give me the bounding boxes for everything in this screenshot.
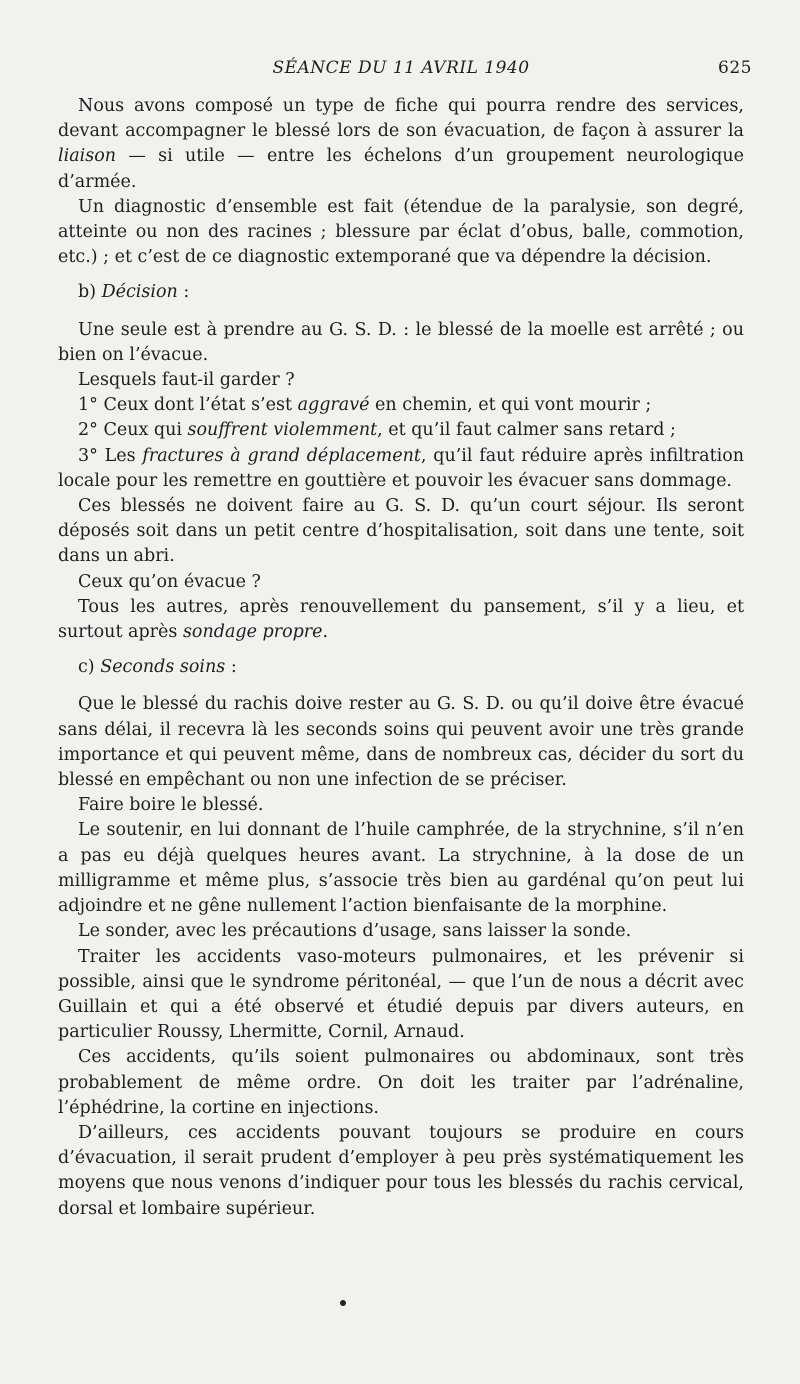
list-item-3 bbox=[58, 444, 744, 494]
paragraph-accidents-vaso-moteurs: Traiter les accidents vaso-moteurs pulmonaires, et les prévenir si possible, ainsi que le syndrome péritonéal, — que l’un de nous a décrit avec Guillain et qui a été observé et étudié depuis par divers auteurs, en particulier Roussy, Lhermitte, Cornil, Arnaud. bbox=[58, 946, 744, 1043]
paragraph-faire-boire: Faire boire le blessé. bbox=[78, 795, 264, 816]
section-colon: : bbox=[225, 657, 237, 678]
section-title: Seconds soins bbox=[100, 657, 226, 678]
body-text bbox=[58, 94, 744, 1222]
paragraph-evacuation: D’ailleurs, ces accidents pouvant toujours se produire en cours d’évacuation, il serait prudent d’employer à peu près systématiquement les moyens que nous venons d’indiquer pour tous les blessés du rachis cervical, dorsal et lombaire supérieur. bbox=[58, 1122, 744, 1219]
paragraph-diagnostic: Un diagnostic d’ensemble est fait (étendue de la paralysie, son degré, atteinte ou non des racines ; blessure par éclat d’obus, balle, commotion, etc.) ; et c’est de ce diagnostic extemporané que va dépendre la décision. bbox=[58, 196, 744, 268]
list-item-lead: 1° Ceux dont l’état s’est bbox=[78, 395, 298, 416]
section-title: Décision bbox=[101, 282, 178, 303]
paragraph-decision-intro: Une seule est à prendre au G. S. D. : le blessé de la moelle est arrêté ; ou bien on l’évacue. bbox=[58, 319, 744, 365]
ink-dot bbox=[340, 1300, 346, 1306]
emphasis-liaison: liaison bbox=[58, 146, 117, 167]
list-item-2 bbox=[58, 418, 744, 443]
list-item-tail: en chemin, et qui vont mourir ; bbox=[369, 395, 652, 416]
list-item-1 bbox=[58, 393, 744, 418]
section-letter: b) bbox=[78, 282, 102, 303]
list-item-lead: 3° Les bbox=[78, 445, 143, 466]
section-heading-seconds-soins bbox=[58, 655, 744, 680]
paragraph-question-evacue: Ceux qu’on évacue ? bbox=[78, 571, 261, 592]
running-header bbox=[58, 58, 752, 84]
running-title: SÉANCE DU 11 AVRIL 1940 bbox=[272, 58, 530, 78]
list-item-tail: , et qu’il faut calmer sans retard ; bbox=[377, 420, 676, 441]
paragraph-question-garder: Lesquels faut-il garder ? bbox=[78, 370, 295, 391]
emphasis-souffrent: souffrent violemment bbox=[187, 420, 378, 441]
section-colon: : bbox=[177, 282, 190, 303]
paragraph-soutenir: Le soutenir, en lui donnant de l’huile camphrée, de la strychnine, s’il n’en a pas eu déjà quelques heures avant. La strychnine, à la dose de un milligramme et même plus, s’associe très bien au gardénal qu’on peut lui adjoindre et ne gêne nullement l’action bienfaisante de la morphine. bbox=[58, 820, 744, 917]
paragraph-tous-les-autres bbox=[58, 595, 744, 645]
list-item-lead: 2° Ceux qui bbox=[78, 420, 188, 441]
section-letter: c) bbox=[78, 657, 101, 678]
paragraph-fiche bbox=[58, 94, 744, 195]
paragraph-fiche-lead: Nous avons composé un type de fiche qui pourra rendre des services, devant accompagner le blessé lors de son évacuation, de façon à assurer la bbox=[58, 96, 744, 142]
emphasis-sondage: sondage propre bbox=[182, 622, 323, 643]
paragraph-lead: Tous les autres, après renouvellement du pansement, s’il y a lieu, et surtout après bbox=[58, 596, 744, 643]
paragraph-sonder: Le sonder, avec les précautions d’usage, sans laisser la sonde. bbox=[78, 921, 632, 942]
paragraph-fiche-tail: — si utile — entre les échelons d’un groupement neurologique d’armée. bbox=[58, 146, 744, 192]
paragraph-seconds-soins: Que le blessé du rachis doive rester au G. S. D. ou qu’il doive être évacué sans délai, il recevra là les seconds soins qui peuvent avoir une très grande importance et qui peuvent même, dans de nombreux cas, décider du sort du blessé en empêchant ou non une infection de se préciser. bbox=[58, 694, 744, 791]
paragraph-court-sejour: Ces blessés ne doivent faire au G. S. D. qu’un court séjour. Ils seront déposés soit dans un petit centre d’hospitalisation, soit dans une tente, soit dans un abri. bbox=[58, 496, 744, 567]
paragraph-tail: . bbox=[322, 622, 329, 643]
list-item-tail: , qu’il faut réduire après infiltration locale pour les remettre en gouttière et pouvoir les évacuer sans dommage. bbox=[58, 445, 745, 491]
section-heading-decision bbox=[58, 280, 744, 305]
emphasis-fractures: fractures à grand déplacement bbox=[142, 445, 421, 466]
page-number: 625 bbox=[718, 58, 752, 78]
emphasis-aggrave: aggravé bbox=[297, 395, 370, 416]
paragraph-traitement: Ces accidents, qu’ils soient pulmonaires ou abdominaux, sont très probablement de même ordre. On doit les traiter par l’adrénaline, l’éphédrine, la cortine en injections. bbox=[58, 1047, 744, 1118]
